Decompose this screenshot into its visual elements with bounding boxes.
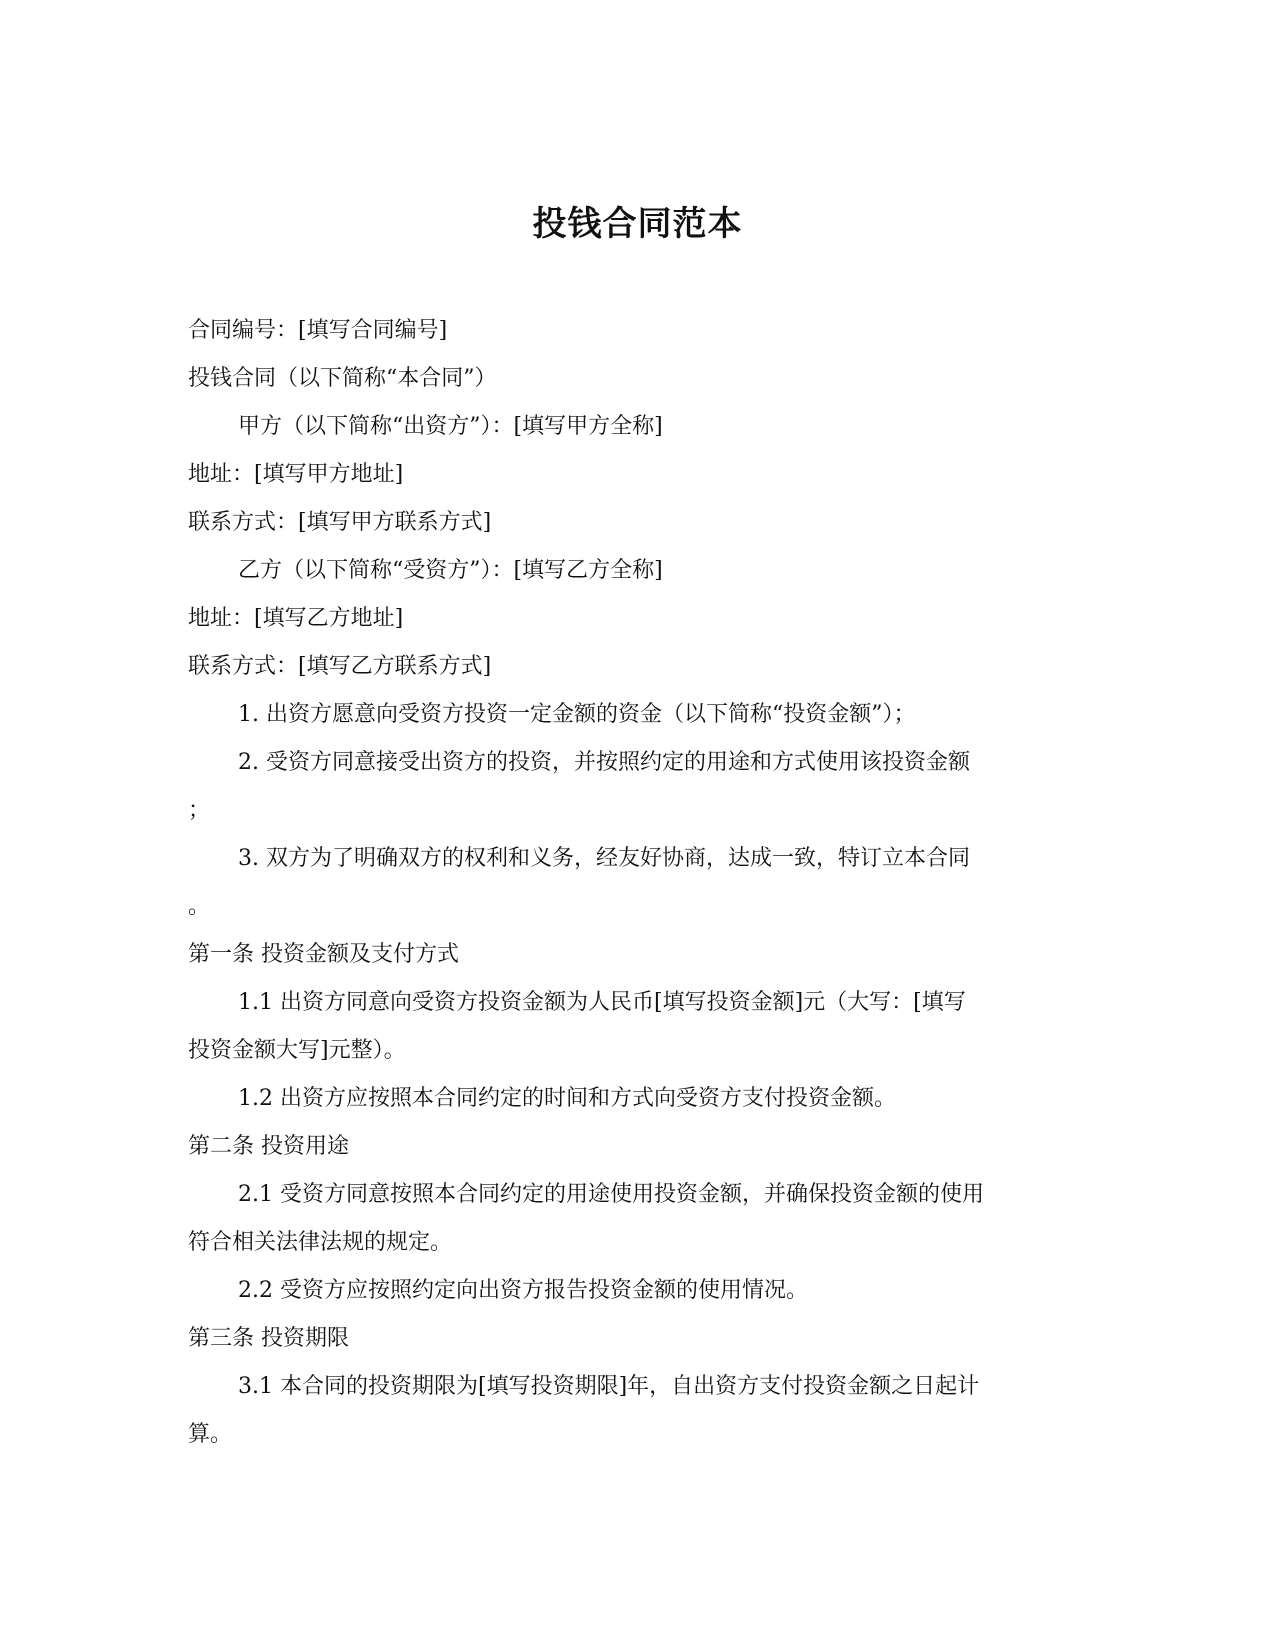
clause-3-1-line: 3.1 本合同的投资期限为[填写投资期限]年，自出资方支付投资金额之日起计: [238, 1374, 980, 1399]
document-body: [188, 307, 1088, 1459]
clause-3-1-continuation: 算。: [188, 1422, 233, 1447]
recital-2-line: 2. 受资方同意接受出资方的投资，并按照约定的用途和方式使用该投资金额: [238, 750, 970, 775]
contract-name-line: 投钱合同（以下简称“本合同”）: [188, 366, 497, 391]
recital-3-line: 3. 双方为了明确双方的权利和义务，经友好协商，达成一致，特订立本合同: [238, 846, 970, 871]
article-3-heading: 第三条 投资期限: [188, 1326, 349, 1351]
clause-2-1-continuation: 符合相关法律法规的规定。: [188, 1230, 453, 1255]
party-a-line: 甲方（以下简称“出资方”）：[填写甲方全称]: [238, 414, 663, 439]
party-b-contact-line: 联系方式：[填写乙方联系方式]: [188, 654, 492, 679]
party-b-line: 乙方（以下简称“受资方”）：[填写乙方全称]: [238, 558, 663, 583]
clause-1-1-continuation: 投资金额大写]元整）。: [188, 1038, 406, 1063]
party-b-address-line: 地址：[填写乙方地址]: [188, 606, 404, 631]
party-a-address-line: 地址：[填写甲方地址]: [188, 462, 404, 487]
clause-1-1-line: 1.1 出资方同意向受资方投资金额为人民币[填写投资金额]元（大写：[填写: [238, 990, 966, 1015]
article-2-heading: 第二条 投资用途: [188, 1134, 349, 1159]
recital-3-continuation: 。: [188, 894, 211, 919]
contract-number-line: 合同编号：[填写合同编号]: [188, 318, 448, 343]
party-a-contact-line: 联系方式：[填写甲方联系方式]: [188, 510, 492, 535]
clause-2-2-line: 2.2 受资方应按照约定向出资方报告投资金额的使用情况。: [238, 1278, 808, 1303]
recital-2-continuation: ；: [188, 798, 211, 823]
clause-1-2-line: 1.2 出资方应按照本合同约定的时间和方式向受资方支付投资金额。: [238, 1086, 896, 1111]
article-1-heading: 第一条 投资金额及支付方式: [188, 942, 459, 967]
clause-2-1-line: 2.1 受资方同意按照本合同约定的用途使用投资金额，并确保投资金额的使用: [238, 1182, 984, 1207]
recital-1-line: 1. 出资方愿意向受资方投资一定金额的资金（以下简称“投资金额”）；: [238, 702, 916, 727]
document-title: 投钱合同范本: [532, 204, 743, 244]
